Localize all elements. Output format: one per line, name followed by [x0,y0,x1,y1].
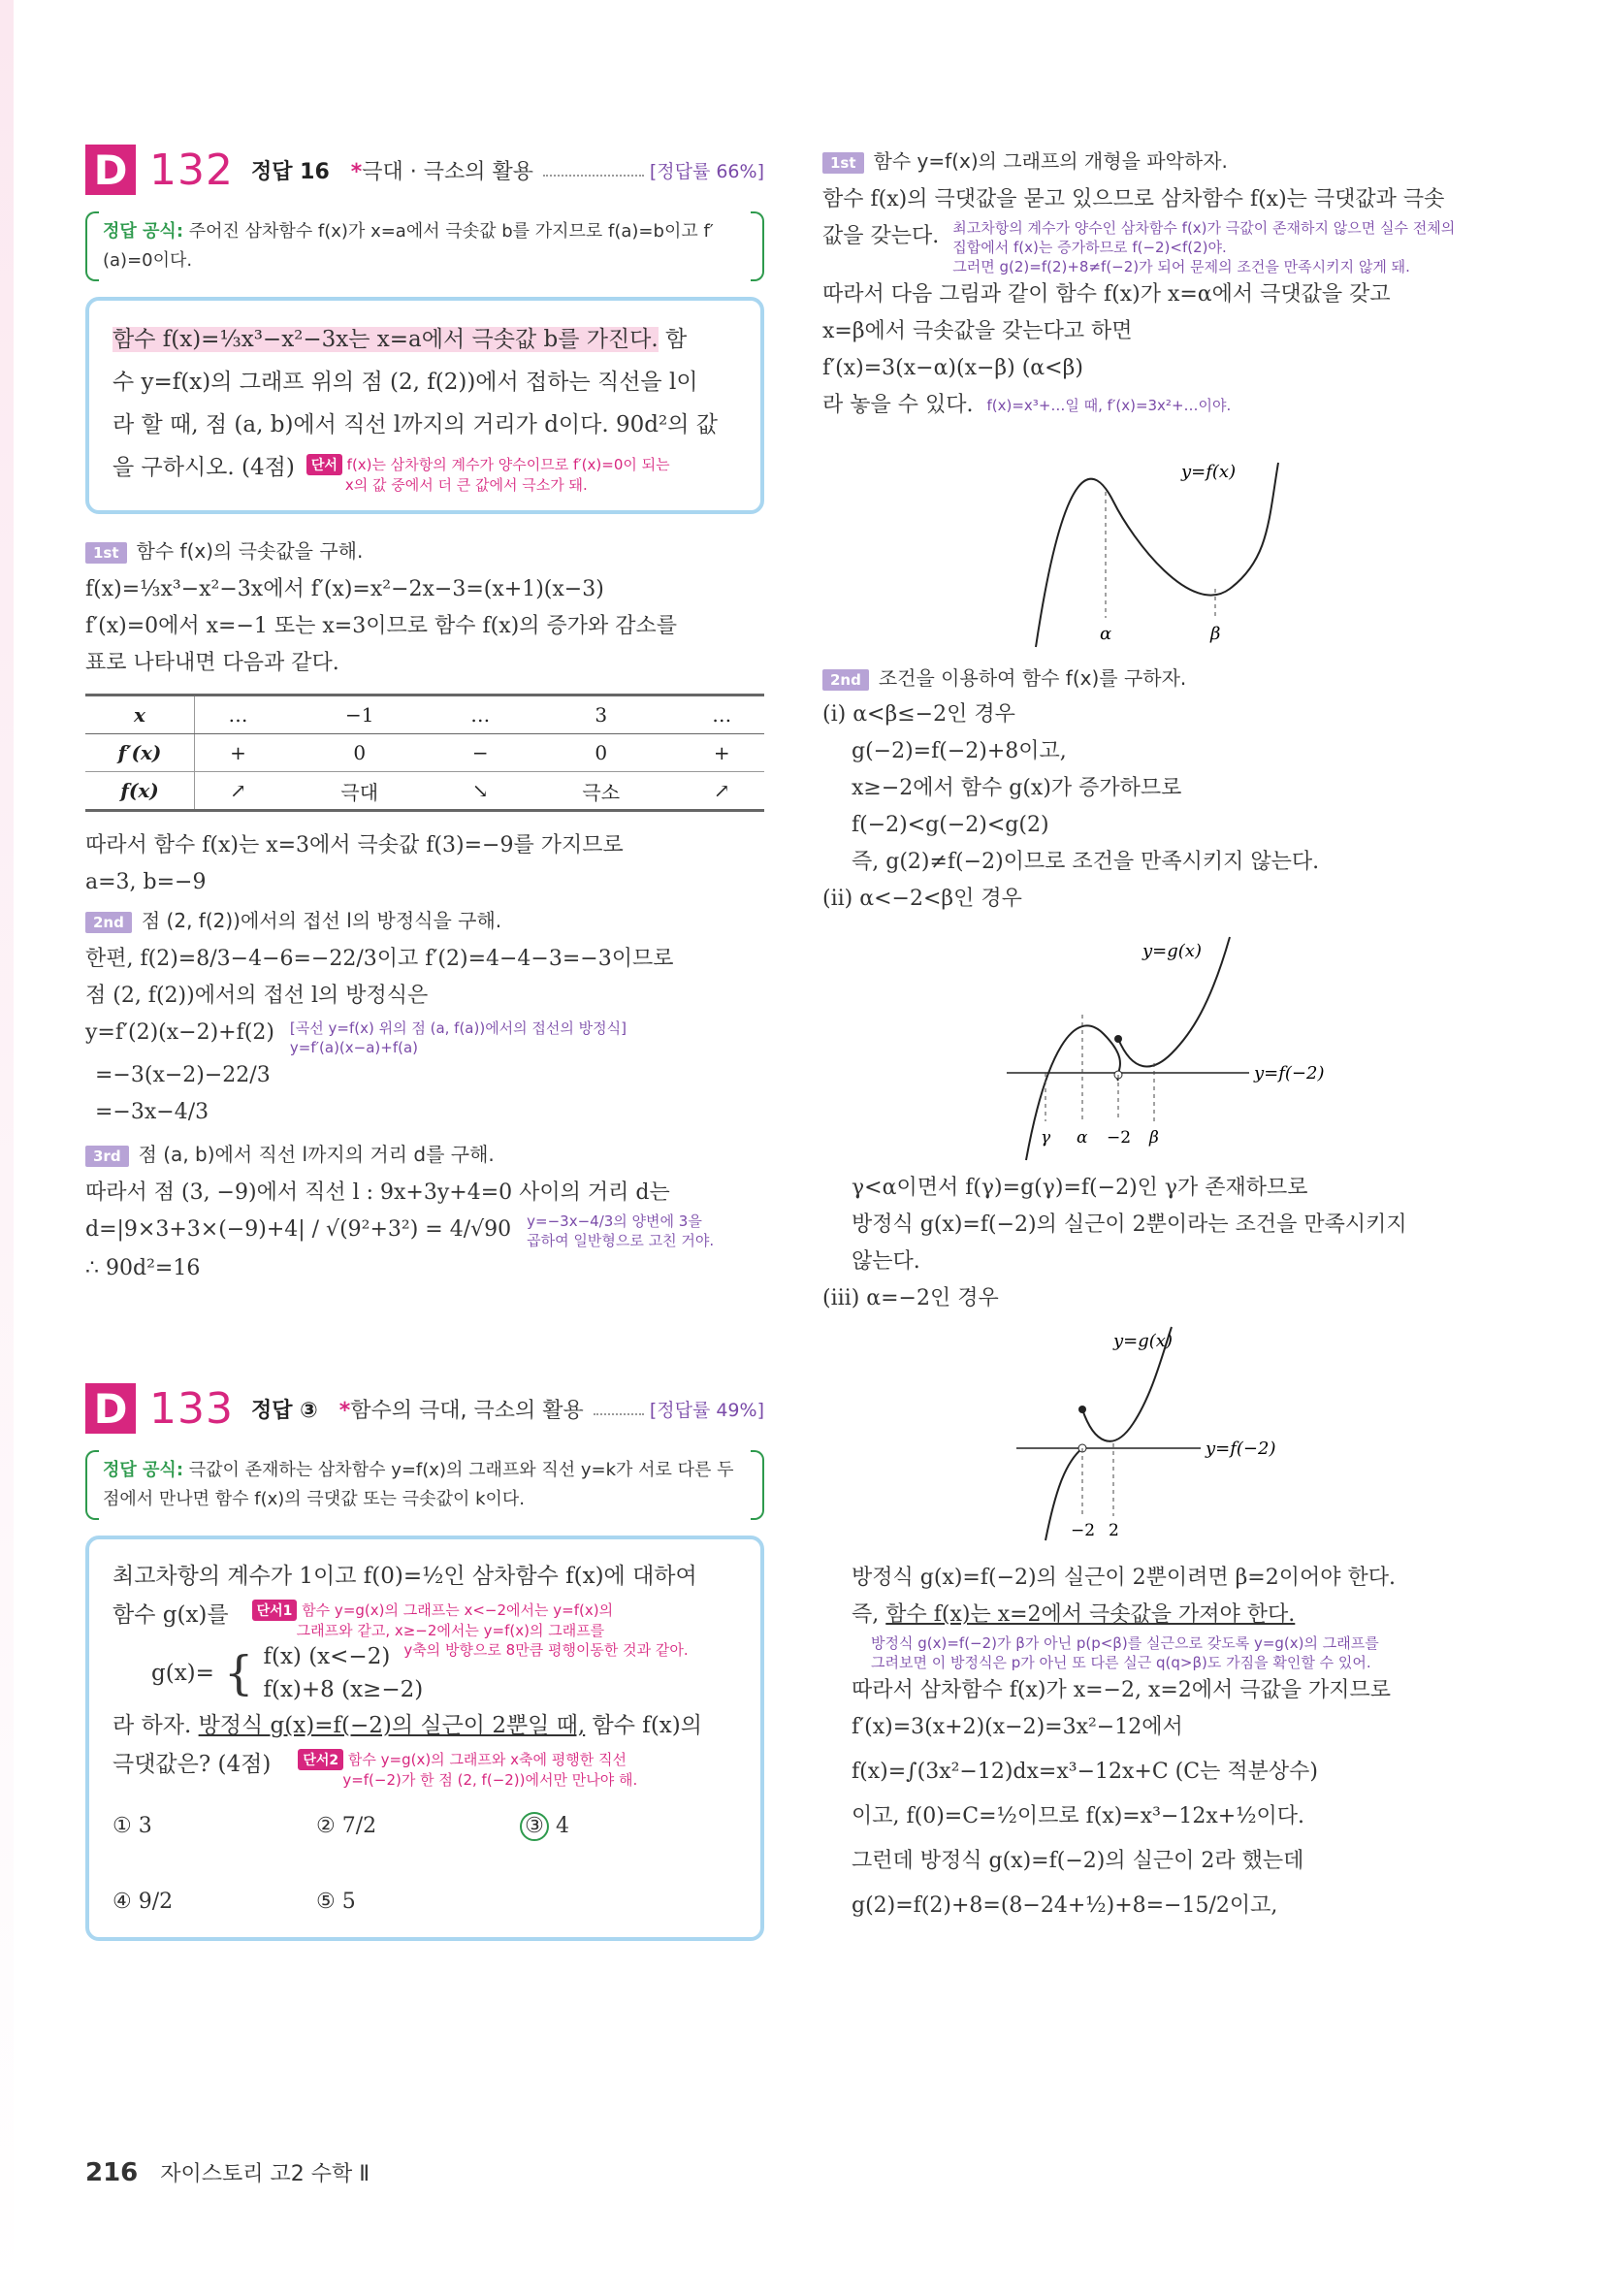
graph-case3 [822,1317,1511,1560]
table-cell: … [195,695,281,734]
table-cell: + [680,734,764,772]
q133-piecewise-lhs: g(x)= [151,1661,214,1686]
q132-topic-star: * [350,159,363,184]
q133-formula [85,1450,764,1520]
q132-step1-heading [85,535,764,564]
q132-s1-line5: a=3, b=−9 [85,870,207,894]
q132-s2-line4: =−3(x−2)−22/3 [95,1063,271,1087]
graph2-line-label: y=f(−2) [1254,1063,1325,1083]
r1-note3: 그러면 g(2)=f(2)+8≠f(−2)가 되어 문제의 조건을 만족시키지 않게 돼. [952,258,1410,275]
q133-hint1-tag: 단서1 [252,1600,298,1621]
table-row [85,695,764,734]
r-step2-badge: 2nd [822,669,869,691]
graph2-tick-beta: β [1149,1128,1159,1148]
q133-hint1-text1: 함수 y=g(x)의 그래프는 x<−2에서는 y=f(x)의 [302,1601,614,1619]
q132-s3-line2: d=|9×3+3×(−9)+4| / √(9²+3²) = 4/√90 [85,1217,512,1242]
q132-header [85,146,764,194]
case3-line6: 이고, f(0)=C=½이므로 f(x)=x³−12x+½이다. [852,1804,1305,1828]
q132-s1-line4: 따라서 함수 f(x)는 x=3에서 극솟값 f(3)=−9를 가지므로 [85,833,624,857]
q132-formula-label: 정답 공식: [103,221,184,242]
q132-s2-line2: 점 (2, f(2))에서의 접선 l의 방정식은 [85,984,429,1008]
q133-rate: [정답률 49%] [649,1399,764,1421]
q132-answer: 정답 16 [250,159,330,184]
q132-hint-text1: f(x)는 삼차항의 계수가 양수이므로 f′(x)=0이 되는 [346,456,670,473]
q133-topic-text: 함수의 극대, 극소의 활용 [350,1398,584,1423]
table-cell: ↗ [680,772,764,811]
graph3-line-label: y=f(−2) [1206,1439,1276,1459]
r1-note [952,218,1455,276]
q133-header [85,1384,764,1433]
q132-problem-box [85,297,764,514]
table-cell: 3 [523,695,680,734]
r1-line1: 함수 f(x)의 극댓값을 묻고 있으므로 삼차함수 f(x)는 극댓값과 극솟 [822,187,1445,211]
q132-leader-dots [543,163,644,177]
q132-step1-title: 함수 f(x)의 극솟값을 구해. [136,539,364,563]
q132-problem-line2: 수 y=f(x)의 그래프 위의 점 (2, f(2))에서 접하는 직선을 l이 [113,370,698,395]
case3-line5: f(x)=∫(3x²−12)dx=x³−12x+C (C는 적분상수) [852,1760,1318,1784]
r1-note2: 집합에서 f(x)는 증가하므로 f(−2)<f(2)야. [952,239,1227,256]
cubic-curve [1036,463,1278,647]
q132-hint-tag: 단서 [306,454,342,475]
r1-note4: f(x)=x³+…일 때, f′(x)=3x²+…이야. [986,397,1232,414]
table-cell: ↗ [195,772,281,811]
case3-heading: (ⅲ) α=−2인 경우 [822,1286,999,1310]
q132-s2-note1: [곡선 y=f(x) 위의 점 (a, f(a))에서의 접선의 방정식] [289,1019,627,1037]
case3-line1: 방정식 g(x)=f(−2)의 실근이 2뿐이려면 β=2이어야 한다. [852,1566,1396,1590]
table-cell: ↘ [438,772,523,811]
q133-hint2-tag: 단서2 [298,1749,343,1770]
case2-heading: (ⅱ) α<−2<β인 경우 [822,887,1022,911]
choice-3-circled-marker: ③ [520,1812,549,1841]
r1-line2: 값을 갖는다. [822,224,940,248]
q133-formula-text: 극값이 존재하는 삼차함수 y=f(x)의 그래프와 직선 y=k가 서로 다른 두 점에서 만나면 함수 f(x)의 극댓값 또는 극솟값이 k이다. [103,1460,734,1509]
table-cell: 극소 [523,772,680,811]
r1-line5: f′(x)=3(x−α)(x−β) (α<β) [822,356,1083,380]
table-row [85,734,764,772]
right-column [822,146,1511,1924]
case1-line4: 즉, g(2)≠f(−2)이므로 조건을 만족시키지 않는다. [852,850,1320,874]
q132-s3-note2: 곱하여 일반형으로 고친 거야. [527,1232,715,1249]
graph2-tick-alpha: α [1077,1128,1088,1148]
r1-note1: 최고차항의 계수가 양수인 삼차함수 f(x)가 극값이 존재하지 않으면 실수 전체의 [952,219,1456,237]
page-number: 216 [85,2158,139,2187]
q132-s3-note [527,1212,714,1250]
table-cell: f′(x) [85,734,195,772]
q133-leader-dots [594,1402,644,1415]
q132-formula-text: 주어진 삼차함수 f(x)가 x=a에서 극솟값 b를 가지므로 f(a)=b이고 f′(a)=0이다. [103,221,714,271]
q132-s2-line5: =−3x−4/3 [95,1100,209,1124]
q132-problem-line4: 을 구하시오. (4점) [113,455,295,480]
case2-line2: 방정식 g(x)=f(−2)의 실근이 2뿐이라는 조건을 만족시키지 [852,1213,1407,1237]
case3-line3: 따라서 삼차함수 f(x)가 x=−2, x=2에서 극값을 가지므로 [852,1678,1392,1702]
graph2-tick-minus2: −2 [1107,1128,1132,1148]
q133-problem-box [85,1536,764,1941]
q133-hint2 [298,1749,637,1790]
r-step1-title: 함수 y=f(x)의 그래프의 개형을 파악하자. [873,149,1228,173]
choice-1[interactable]: ① 3 [113,1814,152,1838]
q132-step3-badge: 3rd [85,1146,129,1167]
graph2-label: y=g(x) [1142,941,1202,961]
q133-answer: 정답 ③ [250,1398,318,1423]
q132-topic-text: 극대 · 극소의 활용 [362,159,534,184]
q132-step1-badge: 1st [85,542,127,564]
q132-problem-line3: 라 할 때, 점 (a, b)에서 직선 l까지의 거리가 d이다. 90d²의 값 [113,412,718,437]
page-edge-tint [0,0,14,2296]
graph3-label: y=g(x) [1113,1331,1173,1351]
case3-line2-highlight: 함수 f(x)는 x=2에서 극솟값을 가져야 한다. [885,1602,1296,1627]
graph3-tick-minus2: −2 [1071,1521,1096,1540]
table-cell: … [680,695,764,734]
q132-step2-title: 점 (2, f(2))에서의 접선 l의 방정식을 구해. [141,909,502,932]
q132-sign-table [85,694,764,812]
r1-line3: 따라서 다음 그림과 같이 함수 f(x)가 x=α에서 극댓값을 갖고 [822,282,1391,307]
q132-s2-line1: 한편, f(2)=8/3−4−6=−22/3이고 f′(2)=4−4−3=−3이므로 [85,947,674,971]
page-footer [85,2157,370,2187]
choice-5[interactable]: ⑤ 5 [316,1890,356,1914]
case3-note1: 방정식 g(x)=f(−2)가 β가 아닌 p(p<β)를 실근으로 갖도록 y=g(x)의 그래프를 [871,1634,1379,1652]
r-step2-heading [822,663,1511,691]
q133-piece2: f(x)+8 (x≥−2) [263,1677,424,1702]
q132-step3-title: 점 (a, b)에서 직선 l까지의 거리 d를 구해. [138,1143,495,1166]
q132-formula [85,211,764,281]
case3-line2-prefix: 즉, [852,1602,886,1627]
q133-problem-line3b: 함수 f(x)의 [585,1713,702,1738]
case3-line8: g(2)=f(2)+8=(8−24+½)+8=−15/2이고, [852,1893,1278,1918]
case1-line1: g(−2)=f(−2)+8이고, [852,739,1067,763]
case2-line3: 않는다. [852,1249,920,1274]
graph1-alpha: α [1100,624,1112,644]
r1-line6: 라 놓을 수 있다. [822,393,974,417]
q132-s3-note1: y=−3x−4/3의 양변에 3을 [527,1213,702,1230]
choice-3[interactable] [520,1807,724,1846]
left-column [85,146,764,1941]
case3-line7: 그런데 방정식 g(x)=f(−2)의 실근이 2라 했는데 [852,1849,1304,1873]
graph2-filled-point [1114,1035,1122,1043]
q132-problem-line1-rest: 함 [658,327,688,352]
table-row [85,772,764,811]
q133-formula-label: 정답 공식: [103,1460,184,1480]
case3-line2 [852,1597,1511,1633]
q133-number: 133 [149,1383,234,1434]
graph1-beta: β [1210,624,1221,644]
q132-hint [306,454,670,495]
r1-line4: x=β에서 극솟값을 갖는다고 하면 [822,319,1133,343]
r-step2-title: 조건을 이용하여 함수 f(x)를 구하자. [878,666,1187,690]
case1-heading: (ⅰ) α<β≤−2인 경우 [822,702,1015,727]
q133-difficulty-badge: D [85,1383,136,1434]
q132-s1-line3: 표로 나타내면 다음과 같다. [85,651,339,675]
table-cell: − [438,734,523,772]
case1-line3: f(−2)<g(−2)<g(2) [852,813,1049,837]
r-step1-heading [822,146,1511,174]
q133-hint2-text2: y=f(−2)가 한 점 (2, f(−2))에서만 만나야 해. [342,1771,638,1789]
q132-step2-badge: 2nd [85,912,132,933]
table-cell: + [195,734,281,772]
graph3-tick-2: 2 [1109,1521,1119,1540]
table-cell: x [85,695,195,734]
q132-step3-heading [85,1139,764,1167]
choice-4[interactable]: ④ 9/2 [113,1890,174,1914]
q132-hint-text2: x의 값 중에서 더 큰 값에서 극소가 돼. [344,476,588,494]
q132-step2-heading [85,905,764,933]
q132-s3-line3: ∴ 90d²=16 [85,1256,201,1280]
table-cell: … [438,695,523,734]
q132-number: 132 [149,145,234,195]
q132-difficulty-badge: D [85,145,136,195]
q133-problem-line2: 함수 g(x)를 [113,1602,229,1628]
r-step1-badge: 1st [822,152,864,174]
q132-s2-line3: y=f′(2)(x−2)+f(2) [85,1020,274,1045]
q133-problem-line4: 극댓값은? (4점) [113,1752,272,1777]
q133-hint1-text2: 그래프와 같고, x≥−2에서는 y=f(x)의 그래프를 [296,1622,605,1639]
case3-note2: 그려보면 이 방정식은 p가 아닌 또 다른 실근 q(q>β)도 가짐을 확인할 수 있어. [871,1654,1371,1671]
q133-piece1: f(x) (x<−2) [263,1644,391,1669]
table-cell: 0 [281,734,438,772]
book-title: 자이스토리 고2 수학 Ⅱ [160,2162,370,2186]
table-cell: f(x) [85,772,195,811]
q132-s1-line1: f(x)=⅓x³−x²−3x에서 f′(x)=x²−2x−3=(x+1)(x−3) [85,577,604,601]
q133-hint1 [252,1600,613,1640]
case3-line4: f′(x)=3(x+2)(x−2)=3x²−12에서 [852,1715,1183,1739]
q133-problem-highlight: 방정식 g(x)=f(−2)의 실근이 2뿐일 때, [198,1713,586,1738]
choice-2[interactable]: ② 7/2 [316,1814,377,1838]
choice-3-value: 4 [556,1814,569,1838]
graph2-tick-gamma: γ [1041,1128,1051,1148]
graph1-label: y=f(x) [1181,462,1237,482]
q133-hint2-text1: 함수 y=g(x)의 그래프와 x축에 평행한 직선 [347,1751,627,1768]
graph3-filled-point [1078,1406,1086,1413]
q132-s3-line1: 따라서 점 (3, −9)에서 직선 l : 9x+3y+4=0 사이의 거리 d는 [85,1180,670,1205]
table-cell: −1 [281,695,438,734]
q133-choices [113,1807,737,1922]
case3-note [871,1633,1511,1672]
table-cell: 0 [523,734,680,772]
graph-cubic-f [822,424,1511,657]
q133-topic [339,1394,584,1424]
q132-topic [351,155,533,185]
q133-problem-line1: 최고차항의 계수가 1이고 f(0)=½인 삼차함수 f(x)에 대하여 [113,1564,697,1589]
q133-problem-line3a: 라 하자. [113,1713,199,1738]
q133-topic-star: * [338,1398,351,1423]
case1-line2: x≥−2에서 함수 g(x)가 증가하므로 [852,776,1182,800]
q132-s1-line2: f′(x)=0에서 x=−1 또는 x=3이므로 함수 f(x)의 증가와 감소를 [85,614,677,638]
q132-problem-highlight: 함수 f(x)=⅓x³−x²−3x는 x=a에서 극솟값 b를 가진다. [113,327,659,352]
q132-rate: [정답률 66%] [649,160,764,182]
q132-s2-note2: y=f′(a)(x−a)+f(a) [289,1039,419,1056]
case2-line1: γ<α이면서 f(γ)=g(γ)=f(−2)인 γ가 존재하므로 [852,1176,1308,1200]
graph-case2 [822,918,1511,1170]
q132-s2-note [290,1019,627,1057]
table-cell: 극대 [281,772,438,811]
q133-brace: { [223,1646,254,1700]
q133-hint1-text3: y축의 방향으로 8만큼 평행이동한 것과 같아. [403,1641,689,1659]
